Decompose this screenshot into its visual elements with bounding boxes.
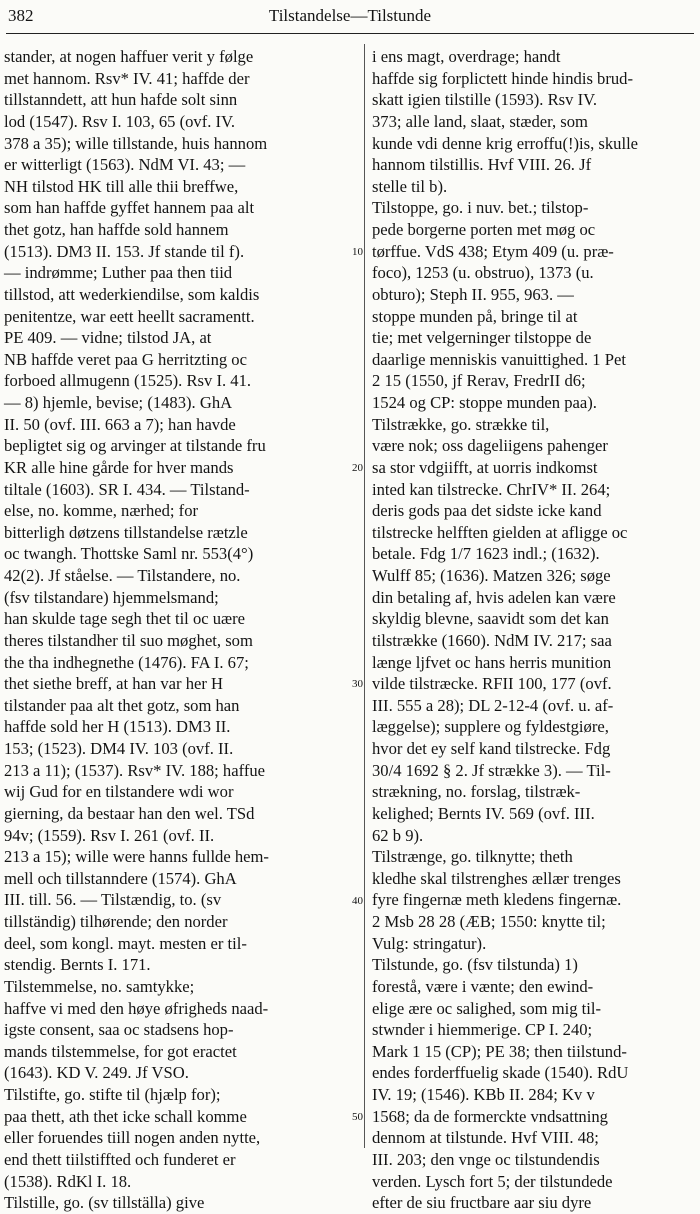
text-line: — 8) hjemle, bevise; (1483). GhA	[4, 393, 233, 412]
text-line: eller foruendes tiill nogen anden nytte,	[4, 1128, 261, 1148]
text-line: kledhe skal tilstrenghes ællær trenges	[372, 868, 621, 888]
page-number: 382	[8, 6, 34, 25]
text-line: Tilstoppe, go. i nuv. bet.; tilstop-	[372, 198, 589, 218]
text-line: tilstrække (1660). NdM IV. 217; saa	[372, 630, 612, 650]
text-line: strækning, no. forslag, tilstræk-	[372, 782, 581, 802]
text-line: 42(2). Jf ståelse. — Tilstandere, no.	[4, 566, 241, 585]
text-line: han skulde tage segh thet til oc uære	[4, 609, 246, 629]
text-line: III. 555 a 28); DL 2-12-4 (ovf. u. af-	[372, 695, 614, 715]
text-line: fyre fingernæ meth kledens fingernæ.	[372, 890, 622, 910]
text-line: 2 15 (1550, jf Rerav, FredrII d6;	[372, 371, 586, 391]
text-line: (1513). DM3 II. 153. Jf stande til f).	[4, 241, 245, 261]
text-line: — indrømme; Luther paa then tiid	[4, 263, 233, 283]
text-line: Wulff 85; (1636). Matzen 326; søge	[372, 566, 611, 585]
text-line: met hannom. Rsv* IV. 41; haffde der	[4, 68, 250, 88]
text-line: 1568; da de formerckte vndsattning	[372, 1106, 608, 1126]
text-line: efter de siu fructbare aar siu dyre	[372, 1193, 592, 1213]
text-line: penitentze, war eett heellt sacramentt.	[4, 306, 255, 326]
text-line: stander, at nogen haffuer verit y følge	[4, 47, 254, 66]
text-line: paa thett, ath thet icke schall komme	[4, 1106, 247, 1126]
text-line: som han haffde gyffet hannem paa alt	[4, 198, 255, 218]
text-line: endes forderffuelig skade (1540). RdU	[372, 1063, 629, 1083]
text-line: inted kan tilstrecke. ChrIV* II. 264;	[372, 479, 611, 499]
text-line: PE 409. — vidne; tilstod JA, at	[4, 328, 212, 348]
text-line: else, no. komme, nærhed; for	[4, 501, 199, 521]
text-line: kunde vdi denne krig erroffu(!)is, skulle	[372, 133, 639, 153]
text-line: thet siethe breff, at han var her H	[4, 674, 224, 694]
text-line: tilstander paa alt thet gotz, som han	[4, 695, 240, 715]
text-line: tillstod, att wederkiendilse, som kaldis	[4, 284, 260, 304]
text-line: Mark 1 15 (CP); PE 38; then tiilstund-	[372, 1041, 627, 1061]
text-line: Tilstille, go. (sv tillställa) give	[4, 1193, 205, 1213]
text-line: kelighed; Bernts IV. 569 (ovf. III.	[372, 803, 595, 823]
text-line: stoppe munden på, bringe til at	[372, 306, 578, 326]
text-line: 1524 og CP: stoppe munden paa).	[372, 393, 597, 412]
text-line: NH tilstod HK till alle thii breffwe,	[4, 176, 239, 196]
text-line: obturo); Steph II. 955, 963. —	[372, 284, 574, 304]
text-line: hvor det ey self kand tilstrecke. Fdg	[372, 739, 611, 758]
text-line: 373; alle land, slaat, stæder, som	[372, 111, 588, 131]
text-line: være nok; oss dageliigens pahenger	[372, 436, 608, 456]
text-line: haffde sold her H (1513). DM3 II.	[4, 717, 231, 737]
text-line: (1538). RdKl I. 18.	[4, 1171, 132, 1191]
text-line: pede borgerne porten met møg oc	[372, 220, 596, 239]
text-line: theres tilstandher til suo møghet, som	[4, 630, 253, 650]
text-line: III. 203; den vnge oc tilstundendis	[372, 1149, 600, 1169]
text-line: igste consent, saa oc stadsens hop-	[4, 1020, 234, 1040]
text-line: betale. Fdg 1/7 1623 indl.; (1632).	[372, 544, 600, 564]
text-line: IV. 19; (1546). KBb II. 284; Kv v	[372, 1085, 595, 1104]
line-number: 10	[352, 245, 363, 258]
text-line: stelle til b).	[372, 176, 448, 196]
text-line: læggelse); supplere og fyldestgiøre,	[372, 717, 609, 737]
text-line: forboed allmugenn (1525). Rsv I. 41.	[4, 371, 252, 391]
text-line: forestå, være i vænte; den ewind-	[372, 976, 594, 996]
column-divider	[364, 44, 365, 1148]
line-number: 20	[352, 461, 363, 474]
text-line: hannom tilstillis. Hvf VIII. 26. Jf	[372, 155, 592, 175]
text-line: skatt igien tilstille (1593). Rsv IV.	[372, 90, 598, 110]
text-line: Vulg: stringatur).	[372, 933, 487, 953]
text-line: deris gods paa det sidste icke kand	[372, 501, 602, 521]
text-line: oc twangh. Thottske Saml nr. 553(4°)	[4, 544, 254, 564]
text-line: lod (1547). Rsv I. 103, 65 (ovf. IV.	[4, 111, 236, 131]
text-line: haffde sig forplictett hinde hindis brud-	[372, 68, 633, 88]
text-line: mands tilstemmelse, for got eractet	[4, 1041, 237, 1061]
line-number: 50	[352, 1110, 363, 1123]
text-line: dennom at tilstunde. Hvf VIII. 48;	[372, 1128, 599, 1148]
text-line: verden. Lysch fort 5; der tilstundede	[372, 1171, 613, 1191]
text-line: tie; met velgerninger tilstoppe de	[372, 328, 592, 348]
text-line: bepligtet sig og arvinger at tilstande fru	[4, 436, 266, 456]
line-number: 30	[352, 678, 363, 691]
text-line: er witterligt (1563). NdM VI. 43; —	[4, 155, 246, 175]
running-head: Tilstandelse—Tilstunde	[268, 6, 432, 25]
text-line: II. 50 (ovf. III. 663 a 7); han havde	[4, 414, 236, 434]
text-line: NB haffde veret paa G herritzting oc	[4, 349, 247, 369]
text-line: (1643). KD V. 249. Jf VSO.	[4, 1063, 189, 1083]
text-line: din betaling af, hvis adelen kan være	[372, 587, 616, 607]
text-line: 30/4 1692 § 2. Jf strække 3). — Til-	[372, 760, 611, 780]
text-line: stwnder i hiemmerige. CP I. 240;	[372, 1020, 593, 1040]
text-line: tillständig) tilhørende; den norder	[4, 912, 228, 931]
text-line: tørffue. VdS 438; Etym 409 (u. præ-	[372, 241, 614, 261]
text-line: wij Gud for en tilstandere wdi wor	[4, 782, 234, 802]
text-line: gierning, da bestaar han den wel. TSd	[4, 803, 255, 823]
text-line: Tilstunde, go. (fsv tilstunda) 1)	[372, 955, 578, 975]
text-line: 153; (1523). DM4 IV. 103 (ovf. II.	[4, 739, 234, 758]
text-line: Tilstrænge, go. tilknytte; theth	[372, 847, 573, 867]
text-line: Tilstrække, go. strække til,	[372, 414, 550, 434]
left-column	[4, 46, 356, 1213]
text-line: thet gotz, han haffde sold hannem	[4, 220, 229, 239]
line-number: 40	[352, 894, 363, 907]
text-line: haffve vi med den høye øfrigheds naad-	[4, 998, 269, 1018]
text-line: deel, som kongl. mayt. mesten er til-	[4, 933, 247, 953]
text-line: skyldig blevne, saavidt som det kan	[372, 609, 609, 629]
text-line: III. till. 56. — Tilstændig, to. (sv	[4, 890, 222, 910]
text-line: KR alle hine gårde for hver mands	[4, 457, 234, 477]
text-line: vilde tilstræcke. RFII 100, 177 (ovf.	[372, 674, 612, 694]
text-line: Tilstifte, go. stifte til (hjælp for);	[4, 1085, 221, 1104]
right-column	[372, 46, 696, 1213]
text-line: sa stor vdgiifft, at uorris indkomst	[372, 457, 598, 477]
text-line: tillstanndett, att hun hafde solt sinn	[4, 90, 238, 110]
text-line: længe ljfvet oc hans herris munition	[372, 652, 612, 672]
page-header	[8, 6, 692, 30]
text-line: (fsv tilstandare) hjemmelsmand;	[4, 587, 219, 607]
text-line: stendig. Bernts I. 171.	[4, 955, 151, 975]
text-line: daarlige menniskis vanuittighed. 1 Pet	[372, 349, 626, 369]
text-line: 62 b 9).	[372, 825, 424, 845]
header-rule	[6, 33, 694, 34]
text-line: i ens magt, overdrage; handt	[372, 47, 561, 66]
text-line: tiltale (1603). SR I. 434. — Tilstand-	[4, 479, 250, 499]
text-line: 378 a 35); wille tillstande, huis hannom	[4, 133, 268, 153]
text-line: 213 a 15); wille were hanns fullde hem-	[4, 847, 269, 867]
text-line: 94v; (1559). Rsv I. 261 (ovf. II.	[4, 825, 215, 845]
text-line: bitterligh døtzens tillstandelse rætzle	[4, 522, 248, 542]
text-line: foco), 1253 (u. obstruo), 1373 (u.	[372, 263, 594, 283]
text-line: elige ære oc salighed, som mig til-	[372, 998, 602, 1018]
text-line: tilstrecke helfften gielden at afligge oc	[372, 522, 628, 542]
text-line: 213 a 11); (1537). Rsv* IV. 188; haffue	[4, 760, 266, 780]
text-line: end thett tiilstiffted och funderet er	[4, 1149, 236, 1169]
text-line: mell och tillstanndere (1574). GhA	[4, 868, 237, 888]
text-line: 2 Msb 28 28 (ÆB; 1550: knytte til;	[372, 912, 606, 931]
text-line: Tilstemmelse, no. samtykke;	[4, 976, 195, 996]
text-line: the tha indhegnethe (1476). FA I. 67;	[4, 652, 249, 672]
